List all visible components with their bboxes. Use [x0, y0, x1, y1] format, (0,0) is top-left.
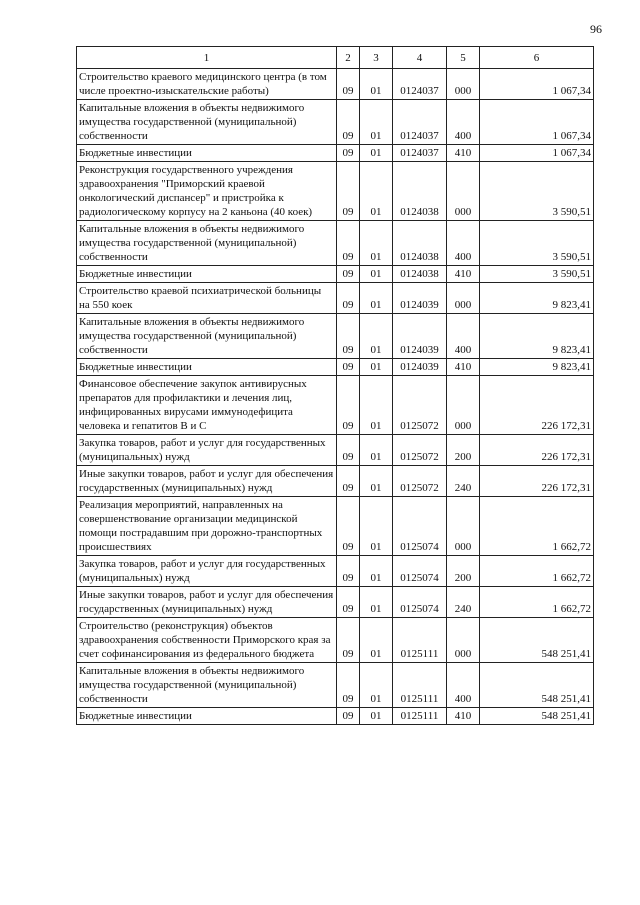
row-name-cell: Капитальные вложения в объекты недвижимого имущества государственной (муниципальной) собственности — [77, 663, 337, 708]
column-header: 3 — [360, 47, 393, 69]
row-code-5-cell: 000 — [447, 283, 480, 314]
row-code-4-cell: 0125111 — [393, 663, 447, 708]
table-row — [77, 497, 594, 556]
row-code-2-cell: 09 — [337, 466, 360, 497]
row-code-3-cell: 01 — [360, 69, 393, 100]
row-sum-cell: 1 662,72 — [480, 497, 594, 556]
row-code-5-cell: 410 — [447, 359, 480, 376]
row-code-5-cell: 000 — [447, 376, 480, 435]
row-name-cell: Закупка товаров, работ и услуг для государственных (муниципальных) нужд — [77, 556, 337, 587]
row-code-4-cell: 0125074 — [393, 497, 447, 556]
row-name-cell: Закупка товаров, работ и услуг для государственных (муниципальных) нужд — [77, 435, 337, 466]
row-code-3-cell: 01 — [360, 435, 393, 466]
row-name-cell: Иные закупки товаров, работ и услуг для обеспечения государственных (муниципальных) нужд — [77, 587, 337, 618]
column-header: 1 — [77, 47, 337, 69]
row-code-5-cell: 410 — [447, 145, 480, 162]
row-name-cell: Реализация мероприятий, направленных на совершенствование организации медицинской помощи пострадавшим при дорожно-транспортных происшествиях — [77, 497, 337, 556]
column-header: 6 — [480, 47, 594, 69]
row-sum-cell: 548 251,41 — [480, 708, 594, 725]
table-row — [77, 359, 594, 376]
row-code-3-cell: 01 — [360, 466, 393, 497]
table-row — [77, 221, 594, 266]
row-code-5-cell: 410 — [447, 708, 480, 725]
row-code-4-cell: 0124039 — [393, 283, 447, 314]
table-row — [77, 162, 594, 221]
row-code-3-cell: 01 — [360, 618, 393, 663]
row-code-3-cell: 01 — [360, 100, 393, 145]
row-code-2-cell: 09 — [337, 618, 360, 663]
row-name-cell: Иные закупки товаров, работ и услуг для обеспечения государственных (муниципальных) нужд — [77, 466, 337, 497]
row-name-cell: Реконструкция государственного учреждения здравоохранения "Приморский краевой онкологический диспансер" и пристройка к радиологическому корпусу на 2 каньона (40 коек) — [77, 162, 337, 221]
row-code-4-cell: 0125111 — [393, 618, 447, 663]
row-code-2-cell: 09 — [337, 497, 360, 556]
table-row — [77, 314, 594, 359]
header-row — [77, 47, 594, 69]
table-row — [77, 708, 594, 725]
column-header: 5 — [447, 47, 480, 69]
row-code-2-cell: 09 — [337, 587, 360, 618]
row-code-2-cell: 09 — [337, 69, 360, 100]
row-sum-cell: 3 590,51 — [480, 162, 594, 221]
row-code-3-cell: 01 — [360, 266, 393, 283]
row-code-3-cell: 01 — [360, 162, 393, 221]
row-name-cell: Капитальные вложения в объекты недвижимого имущества государственной (муниципальной) собственности — [77, 100, 337, 145]
row-sum-cell: 548 251,41 — [480, 663, 594, 708]
table-row — [77, 587, 594, 618]
row-code-4-cell: 0124038 — [393, 266, 447, 283]
row-code-5-cell: 200 — [447, 556, 480, 587]
row-code-4-cell: 0125074 — [393, 587, 447, 618]
table-row — [77, 376, 594, 435]
row-name-cell: Капитальные вложения в объекты недвижимого имущества государственной (муниципальной) собственности — [77, 221, 337, 266]
row-sum-cell: 226 172,31 — [480, 466, 594, 497]
row-name-cell: Строительство (реконструкция) объектов здравоохранения собственности Приморского края за счет софинансирования из федерального бюджета — [77, 618, 337, 663]
row-sum-cell: 226 172,31 — [480, 376, 594, 435]
table-row — [77, 435, 594, 466]
row-code-5-cell: 000 — [447, 618, 480, 663]
row-code-4-cell: 0124038 — [393, 162, 447, 221]
row-code-3-cell: 01 — [360, 221, 393, 266]
row-code-5-cell: 200 — [447, 435, 480, 466]
row-name-cell: Бюджетные инвестиции — [77, 145, 337, 162]
row-code-3-cell: 01 — [360, 708, 393, 725]
table-row — [77, 100, 594, 145]
row-code-4-cell: 0125111 — [393, 708, 447, 725]
budget-table — [76, 46, 594, 725]
row-code-5-cell: 000 — [447, 497, 480, 556]
row-code-2-cell: 09 — [337, 708, 360, 725]
column-header: 4 — [393, 47, 447, 69]
row-code-4-cell: 0124037 — [393, 69, 447, 100]
table-header — [77, 47, 594, 69]
row-code-4-cell: 0124039 — [393, 314, 447, 359]
row-sum-cell: 1 067,34 — [480, 145, 594, 162]
row-code-3-cell: 01 — [360, 497, 393, 556]
row-name-cell: Бюджетные инвестиции — [77, 266, 337, 283]
row-code-4-cell: 0124037 — [393, 100, 447, 145]
row-code-4-cell: 0125072 — [393, 466, 447, 497]
row-code-2-cell: 09 — [337, 359, 360, 376]
row-code-2-cell: 09 — [337, 100, 360, 145]
table-row — [77, 556, 594, 587]
row-sum-cell: 226 172,31 — [480, 435, 594, 466]
row-code-3-cell: 01 — [360, 359, 393, 376]
row-code-5-cell: 000 — [447, 162, 480, 221]
row-code-4-cell: 0124039 — [393, 359, 447, 376]
row-name-cell: Строительство краевой психиатрической больницы на 550 коек — [77, 283, 337, 314]
row-sum-cell: 3 590,51 — [480, 266, 594, 283]
table-row — [77, 618, 594, 663]
row-name-cell: Капитальные вложения в объекты недвижимого имущества государственной (муниципальной) собственности — [77, 314, 337, 359]
row-code-2-cell: 09 — [337, 266, 360, 283]
row-code-2-cell: 09 — [337, 314, 360, 359]
table-row — [77, 266, 594, 283]
row-code-4-cell: 0125074 — [393, 556, 447, 587]
row-code-2-cell: 09 — [337, 162, 360, 221]
row-code-2-cell: 09 — [337, 376, 360, 435]
row-code-5-cell: 240 — [447, 466, 480, 497]
row-code-5-cell: 410 — [447, 266, 480, 283]
row-code-2-cell: 09 — [337, 283, 360, 314]
row-code-3-cell: 01 — [360, 283, 393, 314]
page-number: 96 — [590, 22, 602, 36]
row-code-5-cell: 400 — [447, 314, 480, 359]
row-name-cell: Бюджетные инвестиции — [77, 708, 337, 725]
row-code-3-cell: 01 — [360, 376, 393, 435]
table-row — [77, 69, 594, 100]
row-code-2-cell: 09 — [337, 663, 360, 708]
row-code-2-cell: 09 — [337, 556, 360, 587]
table-row — [77, 145, 594, 162]
row-code-5-cell: 400 — [447, 221, 480, 266]
row-sum-cell: 1 662,72 — [480, 556, 594, 587]
row-code-5-cell: 400 — [447, 100, 480, 145]
row-code-5-cell: 400 — [447, 663, 480, 708]
row-code-2-cell: 09 — [337, 145, 360, 162]
table-body — [77, 69, 594, 725]
row-code-3-cell: 01 — [360, 556, 393, 587]
row-code-4-cell: 0125072 — [393, 376, 447, 435]
row-name-cell: Бюджетные инвестиции — [77, 359, 337, 376]
table-row — [77, 466, 594, 497]
row-code-2-cell: 09 — [337, 435, 360, 466]
row-sum-cell: 9 823,41 — [480, 314, 594, 359]
row-sum-cell: 1 662,72 — [480, 587, 594, 618]
row-sum-cell: 9 823,41 — [480, 283, 594, 314]
row-code-3-cell: 01 — [360, 314, 393, 359]
row-name-cell: Финансовое обеспечение закупок антивирусных препаратов для профилактики и лечения лиц, инфицированных вирусами иммунодефицита человека и гепатитов В и С — [77, 376, 337, 435]
row-code-3-cell: 01 — [360, 145, 393, 162]
column-header: 2 — [337, 47, 360, 69]
row-sum-cell: 9 823,41 — [480, 359, 594, 376]
row-code-5-cell: 240 — [447, 587, 480, 618]
row-code-5-cell: 000 — [447, 69, 480, 100]
row-sum-cell: 548 251,41 — [480, 618, 594, 663]
table-row — [77, 663, 594, 708]
row-sum-cell: 3 590,51 — [480, 221, 594, 266]
row-sum-cell: 1 067,34 — [480, 69, 594, 100]
row-code-4-cell: 0124037 — [393, 145, 447, 162]
row-code-3-cell: 01 — [360, 663, 393, 708]
table-row — [77, 283, 594, 314]
row-sum-cell: 1 067,34 — [480, 100, 594, 145]
row-code-4-cell: 0125072 — [393, 435, 447, 466]
row-name-cell: Строительство краевого медицинского центра (в том числе проектно-изыскательские работы) — [77, 69, 337, 100]
row-code-4-cell: 0124038 — [393, 221, 447, 266]
row-code-3-cell: 01 — [360, 587, 393, 618]
row-code-2-cell: 09 — [337, 221, 360, 266]
